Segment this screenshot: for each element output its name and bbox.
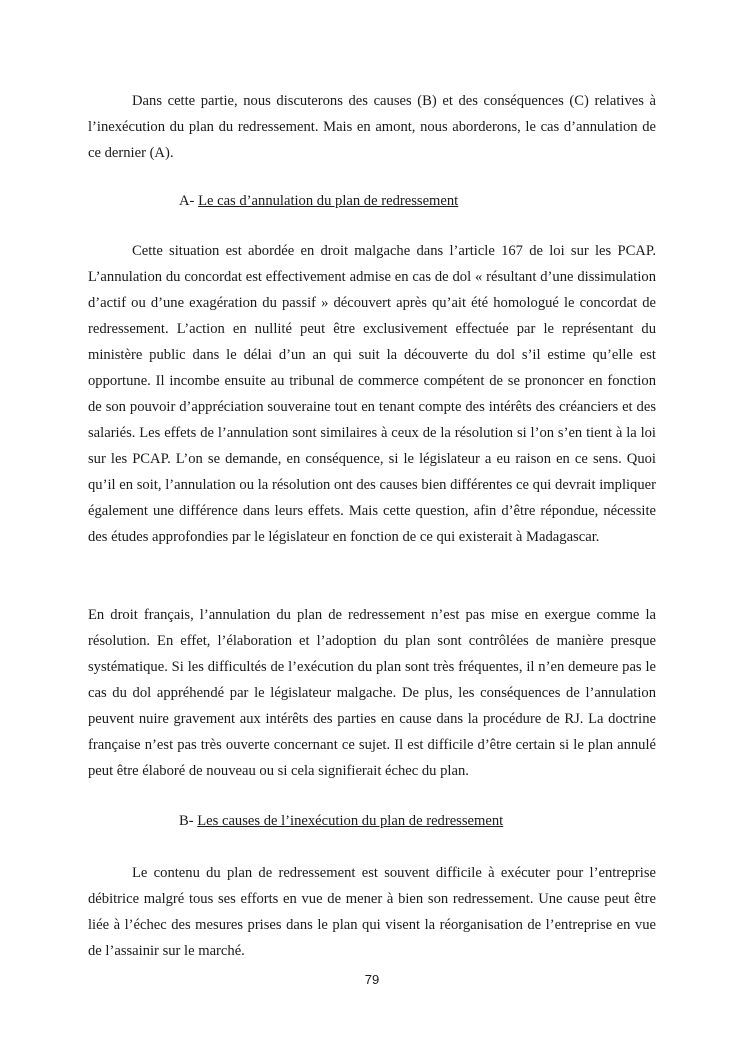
section-heading-a-title: Le cas d’annulation du plan de redressement	[198, 193, 459, 209]
section-heading-a-marker: A-	[179, 193, 195, 209]
section-heading-b-marker: B-	[179, 813, 194, 829]
paragraph-causes: Le contenu du plan de redressement est souvent difficile à exécuter pour l’entreprise débitrice malgré tous ses efforts en vue de mener à bien son redressement. Une cause peut être liée à l’échec des mesures prises dans le plan qui visent la réorganisation de l’entreprise en vue de l’assainir sur le marché.	[88, 865, 656, 959]
section-heading-b	[179, 811, 503, 831]
section-heading-a	[179, 191, 458, 211]
paragraph-annulation-malgache: Cette situation est abordée en droit malgache dans l’article 167 de loi sur les PCAP. L’annulation du concordat est effectivement admise en cas de dol « résultant d’une dissimulation d’actif ou d’une exagération du passif » découvert après qu’ait été homologué le concordat de redressement. L’action en nullité peut être exclusivement effectuée par le représentant du ministère public dans le délai d’un an qui suit la découverte du dol s’il estime qu’elle est opportune. Il incombe ensuite au tribunal de commerce compétent de se prononcer en fonction de son pouvoir d’appréciation souveraine tout en tenant compte des intérêts des créanciers et des salariés. Les effets de l’annulation sont similaires à ceux de la résolution si l’on s’en tient à la loi sur les PCAP. L’on se demande, en conséquence, si le législateur a eu raison en ce sens. Quoi qu’il en soit, l’annulation ou la résolution ont des causes bien différentes ce qui devrait impliquer également une différence dans leurs effets. Mais cette question, afin d’être répondue, nécessite des études approfondies par le législateur en fonction de ce qui existerait à Madagascar.	[88, 243, 656, 545]
paragraph-annulation-francais: En droit français, l’annulation du plan de redressement n’est pas mise en exergue comme la résolution. En effet, l’élaboration et l’adoption du plan sont contrôlées de manière presque systématique. Si les difficultés de l’exécution du plan sont très fréquentes, il n’en demeure pas le cas du dol appréhendé par le législateur malgache. De plus, les conséquences de l’annulation peuvent nuire gravement aux intérêts des parties en cause dans la procédure de RJ. La doctrine française n’est pas très ouverte concernant ce sujet. Il est difficile d’être certain si le plan annulé peut être élaboré de nouveau ou si cela signifierait échec du plan.	[88, 607, 656, 779]
section-heading-b-title: Les causes de l’inexécution du plan de redressement	[197, 813, 504, 829]
page-number: 79	[364, 972, 380, 987]
paragraph-intro: Dans cette partie, nous discuterons des causes (B) et des conséquences (C) relatives à l’inexécution du plan du redressement. Mais en amont, nous aborderons, le cas d’annulation de ce dernier (A).	[88, 93, 656, 161]
